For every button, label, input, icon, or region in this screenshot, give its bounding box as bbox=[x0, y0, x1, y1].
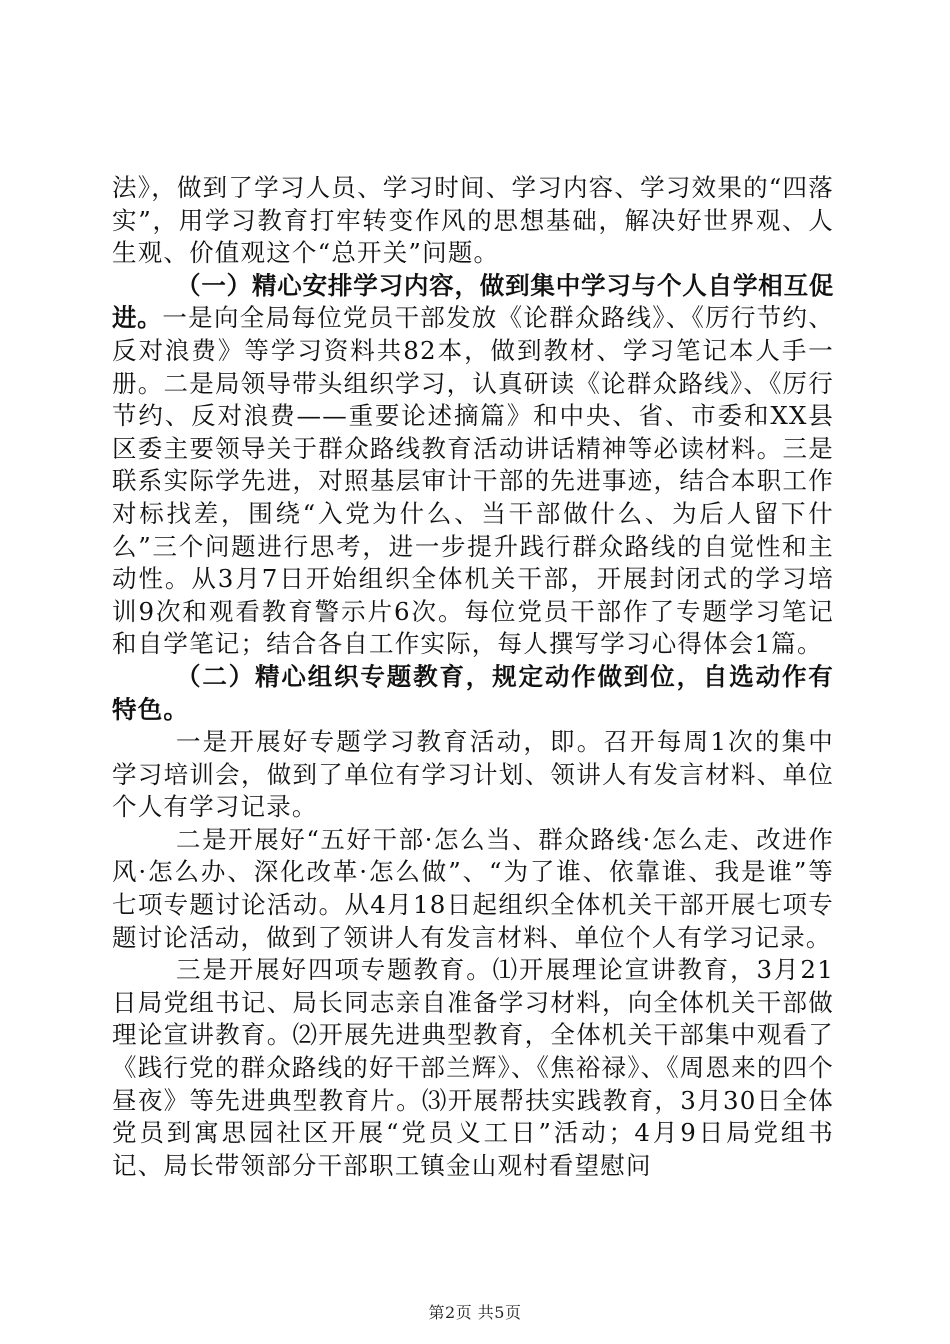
section-2-item-3: 三是开展好四项专题教育。⑴开展理论宣讲教育，3月21日局党组书记、局长同志亲自准备学习材料，向全体机关干部做理论宣讲教育。⑵开展先进典型教育，全体机关干部集中观看了《践行党的群众路线的好干部兰辉》、《焦裕禄》、《周恩来的四个昼夜》等先进典型教育片。⑶开展帮扶实践教育，3月30日全体党员到寓思园社区开展“党员义工日”活动；4月9日局党组书记、局长带领部分干部职工镇金山观村看望慰问 bbox=[112, 955, 834, 1180]
section-2-item-1: 一是开展好专题学习教育活动，即。召开每周1次的集中学习培训会，做到了单位有学习计划、领讲人有发言材料、单位个人有学习记录。 bbox=[112, 727, 834, 822]
section-2-heading: （二）精心组织专题教育，规定动作做到位，自选动作有特色。 bbox=[112, 661, 834, 724]
section-1-heading: （一）精心安排学习内容，做到集中学习与个人自学相互促进。 bbox=[112, 270, 834, 333]
document-body bbox=[112, 172, 834, 1182]
paragraph-continuation: 法》，做到了学习人员、学习时间、学习内容、学习效果的“四落实”，用学习教育打牢转变作风的思想基础，解决好世界观、人生观、价值观这个“总开关”问题。 bbox=[112, 173, 834, 268]
section-1-paragraph bbox=[112, 270, 834, 661]
section-2-item-2: 二是开展好“五好干部·怎么当、群众路线·怎么走、改进作风·怎么办、深化改革·怎么做”、“为了谁、依靠谁、我是谁”等七项专题讨论活动。从4月18日起组织全体机关干部开展七项专题讨论活动，做到了领讲人有发言材料、单位个人有学习记录。 bbox=[112, 824, 834, 952]
page-number-footer: 第2页 共5页 bbox=[428, 1303, 522, 1322]
section-1-body: 一是向全局每位党员干部发放《论群众路线》、《厉行节约、反对浪费》等学习资料共82本，做到教材、学习笔记本人手一册。二是局领导带头组织学习，认真研读《论群众路线》、《厉行节约、反对浪费——重要论述摘篇》和中央、省、市委和XX县区委主要领导关于群众路线教育活动讲话精神等必读材料。三是联系实际学先进，对照基层审计干部的先进事迹，结合本职工作对标找差，围绕“入党为什么、当干部做什么、为后人留下什么”三个问题进行思考，进一步提升践行群众路线的自觉性和主动性。从3月7日开始组织全体机关干部，开展封闭式的学习培训9次和观看教育警示片6次。每位党员干部作了专题学习笔记和自学笔记；结合各自工作实际，每人撰写学习心得体会1篇。 bbox=[112, 303, 834, 659]
